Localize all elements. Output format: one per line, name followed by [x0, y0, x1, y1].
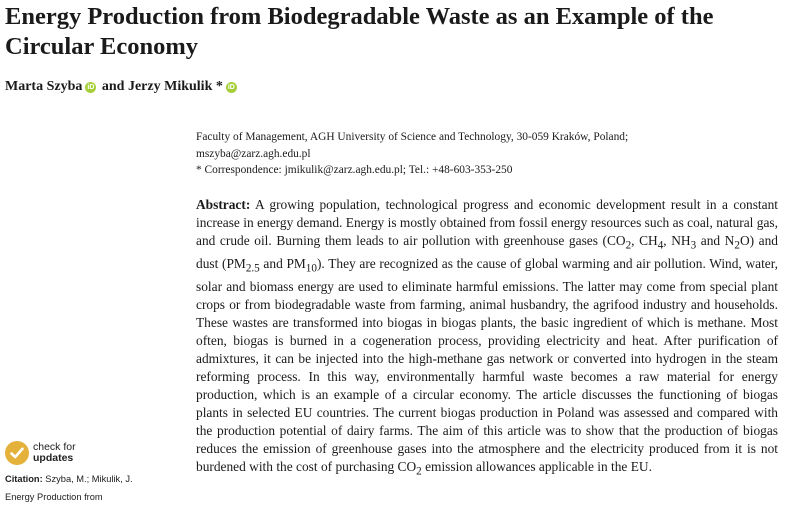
abstract-text: and PM — [259, 255, 306, 271]
abstract-text: , CH — [631, 233, 658, 249]
citation-block — [5, 471, 185, 506]
badge-text — [33, 442, 76, 464]
subscript: 2 — [734, 239, 740, 252]
correspondence-line: * Correspondence: jmikulik@zarz.agh.edu.pl; Tel.: +48-603-353-250 — [196, 164, 513, 176]
orcid-icon[interactable]: iD — [87, 84, 95, 91]
subscript: 2 — [625, 239, 632, 252]
badge-line: updates — [33, 452, 74, 464]
citation-text: Energy Production from — [5, 491, 103, 502]
orcid-icon[interactable]: iD — [227, 84, 235, 91]
abstract-text: , NH — [663, 233, 691, 249]
checkmark-icon — [5, 441, 29, 465]
corresponding-author-mark: * — [215, 79, 223, 94]
abstract — [196, 196, 778, 481]
author-separator: and — [101, 79, 125, 94]
citation-label: Citation: — [5, 474, 43, 484]
author-line — [5, 78, 239, 96]
subscript: 4 — [657, 239, 664, 252]
author-name[interactable]: Marta Szyba — [5, 79, 83, 94]
author-email[interactable]: mszyba@zarz.agh.edu.pl — [196, 147, 311, 160]
check-for-updates-badge[interactable] — [5, 440, 76, 466]
subscript: 2.5 — [245, 262, 260, 275]
affiliation-text: Faculty of Management, AGH University of Science and Technology, 30-059 Kraków, Poland; — [196, 131, 629, 143]
abstract-text: ). They are recognized as the cause of global warming and air pollution. Wind, water, solar and biomass energy are used to eliminate harmful emissions. The latter may come from special plant crops or from biodegradable waste from farming, animal husbandry, the agrifood industry and households. These wastes are transformed into biogas in biogas plants, the basic ingredient of which is methane. Most often, biogas is burned in a cogeneration process, providing electricity and heat. After purification of admixtures, it can be injected into the high-methane gas network or converted into hydrogen in the steam reforming process. In this way, environmentally harmful waste becomes a raw material for energy production, which is an example of a circular economy. The article discusses the functioning of biogas plants in selected EU countries. The current biogas production in Poland was assessed and compared with the production potential of dairy farms. The aim of this article was to show that the production of biogas reduces the emission of greenhouse gases into the atmosphere and the electricity produced from it is not burdened with the cost of purchasing CO — [196, 255, 778, 474]
affiliation-block — [196, 129, 786, 179]
abstract-text: O) and dust (PM — [196, 233, 778, 271]
author-name[interactable]: Jerzy Mikulik — [127, 79, 213, 94]
abstract-label: Abstract: — [196, 197, 251, 212]
abstract-text: A growing population, technological progress and economic development result in a constant increase in energy demand. Energy is mostly obtained from fossil energy resources such as coal, natural gas, and crude oil. Burning them leads to air pollution with greenhouse gases (CO — [196, 197, 778, 249]
subscript: 3 — [690, 239, 697, 252]
abstract-text: emission allowances applicable in the EU. — [421, 459, 652, 474]
citation-text: Szyba, M.; Mikulik, J. — [42, 474, 133, 484]
subscript: 2 — [416, 465, 422, 478]
badge-line: check for — [33, 441, 76, 453]
abstract-text: and N — [696, 233, 735, 249]
subscript: 10 — [305, 262, 317, 275]
paper-title: Energy Production from Biodegradable Waste as an Example of the Circular Economy — [5, 3, 714, 60]
